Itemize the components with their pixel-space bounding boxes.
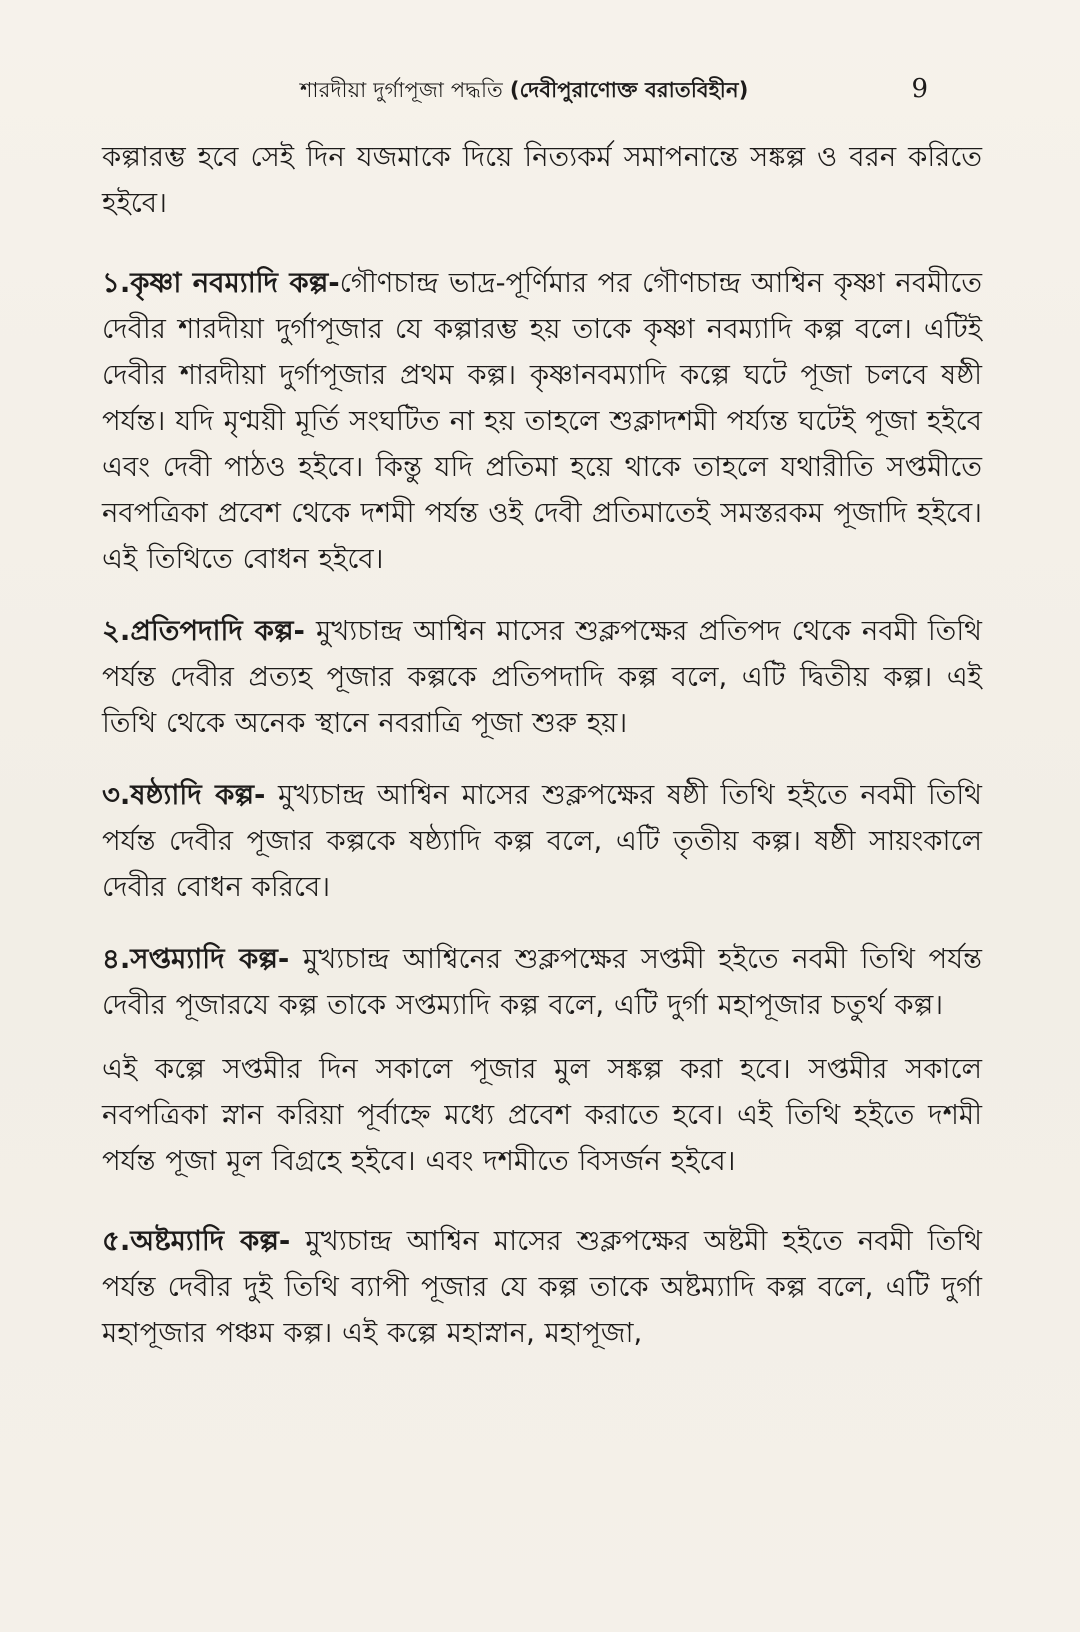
paragraph-text: মুখ্যচান্দ্র আশ্বিন মাসের শুক্লপক্ষের অষ্টমী হইতে নবমী তিথি পর্যন্ত দেবীর দুই তিথি ব্যাপী পূজার যে কল্প তাকে অষ্টম্যাদি কল্প বলে, এটি দুর্গা মহাপূজার পঞ্চম কল্প। এই কল্পে মহাস্নান, মহাপূজা, xyxy=(102,1225,982,1349)
paragraph-text: মুখ্যচান্দ্র আশ্বিনের শুক্লপক্ষের সপ্তমী হইতে নবমী তিথি পর্যন্ত দেবীর পূজারযে কল্প তাকে সপ্তম্যাদি কল্প বলে, এটি দুর্গা মহাপূজার চতুর্থ কল্প। xyxy=(102,943,982,1021)
paragraph-text: মুখ্যচান্দ্র আশ্বিন মাসের শুক্লপক্ষের প্রতিপদ থেকে নবমী তিথি পর্যন্ত দেবীর প্রত্যহ পূজার কল্পকে প্রতিপদাদি কল্প বলে, এটি দ্বিতীয় কল্প। এই তিথি থেকে অনেক স্থানে নবরাত্রি পূজা শুরু হয়। xyxy=(102,615,982,739)
paragraph-heading: ৪.সপ্তম্যাদি কল্প- xyxy=(102,943,290,975)
paragraph-heading: ২.প্রতিপদাদি কল্প- xyxy=(102,615,305,647)
paragraph-kalpa-1 xyxy=(102,260,982,582)
page-body xyxy=(102,134,982,1356)
page-number: 9 xyxy=(911,74,928,104)
header-title-main: শারদীয়া দুর্গাপূজা পদ্ধতি xyxy=(300,78,503,102)
paragraph-text: গৌণচান্দ্র ভাদ্র-পূর্ণিমার পর গৌণচান্দ্র আশ্বিন কৃষ্ণা নবমীতে দেবীর শারদীয়া দুর্গাপূজার যে কল্পারম্ভ হয় তাকে কৃষ্ণা নবম্যাদি কল্প বলে। এটিই দেবীর শারদীয়া দুর্গাপূজার প্রথম কল্প। কৃষ্ণানবম্যাদি কল্পে ঘটে পূজা চলবে ষষ্ঠী পর্যন্ত। যদি মৃণ্ময়ী মূর্তি সংঘটিত না হয় তাহলে শুক্লাদশমী পর্য্যন্ত ঘটেই পূজা হইবে এবং দেবী পাঠও হইবে। কিন্তু যদি প্রতিমা হয়ে থাকে তাহলে যথারীতি সপ্তমীতে নবপত্রিকা প্রবেশ থেকে দশমী পর্যন্ত ওই দেবী প্রতিমাতেই সমস্তরকম পূজাদি হইবে। এই তিথিতে বোধন হইবে। xyxy=(102,267,982,575)
paragraph-text: মুখ্যচান্দ্র আশ্বিন মাসের শুক্লপক্ষের ষষ্ঠী তিথি হইতে নবমী তিথি পর্যন্ত দেবীর পূজার কল্পকে ষষ্ঠ্যাদি কল্প বলে, এটি তৃতীয় কল্প। ষষ্ঠী সায়ংকালে দেবীর বোধন করিবে। xyxy=(102,779,982,903)
paragraph-heading: ৫.অষ্টম্যাদি কল্প- xyxy=(102,1225,291,1257)
paragraph-heading: ৩.ষষ্ঠ্যাদি কল্প- xyxy=(102,779,266,811)
paragraph-continuation xyxy=(102,134,982,226)
header-title-paren: (দেবীপুরাণোক্ত বরাতবিহীন) xyxy=(509,78,749,102)
paragraph-text: কল্পারম্ভ হবে সেই দিন যজমাকে দিয়ে নিত্যকর্ম সমাপনান্তে সঙ্কল্প ও বরন করিতে হইবে। xyxy=(102,141,982,219)
running-header xyxy=(300,68,1000,108)
paragraph-kalpa-4-detail xyxy=(102,1046,982,1184)
header-title xyxy=(300,74,749,109)
paragraph-kalpa-2 xyxy=(102,608,982,746)
paragraph-heading: ১.কৃষ্ণা নবম্যাদি কল্প- xyxy=(102,267,340,299)
paragraph-kalpa-5 xyxy=(102,1218,982,1356)
paragraph-kalpa-3 xyxy=(102,772,982,910)
paragraph-kalpa-4 xyxy=(102,936,982,1028)
paragraph-text: এই কল্পে সপ্তমীর দিন সকালে পূজার মুল সঙ্কল্প করা হবে। সপ্তমীর সকালে নবপত্রিকা স্নান করিয়া পূর্বাহ্নে মধ্যে প্রবেশ করাতে হবে। এই তিথি হইতে দশমী পর্যন্ত পূজা মূল বিগ্রহে হইবে। এবং দশমীতে বিসর্জন হইবে। xyxy=(102,1053,982,1177)
